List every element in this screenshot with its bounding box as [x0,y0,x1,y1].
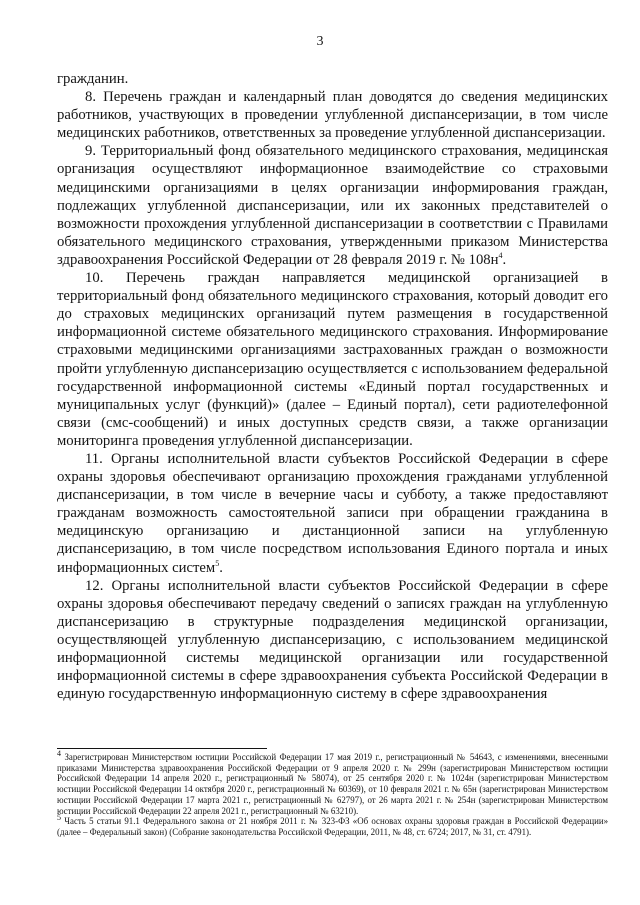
footnote-4 [57,749,609,816]
paragraph-text: 11. Органы исполнительной власти субъектов Российской Федерации в сфере охраны здоровья обеспечивают организацию прохождения гражданами углубленной диспансеризации, в том числе в вечерние часы и субботу, а также предоставляют гражданам возможность самостоятельной записи при обращении гражданина в медицинскую организацию и дистанционной записи на углубленную диспансеризацию, в том числе посредством использования Единого портала и иных информационных систем [57,450,608,576]
footnote-divider [57,748,267,749]
footnotes [57,749,609,838]
footnote-text: Зарегистрирован Министерством юстиции Российской Федерации 17 мая 2019 г., регистрационный № 54643, с изменениями, внесенными приказами Министерства здравоохранения Российской Федерации от 9 апреля 2020 г. № 299н (зарегистрирован Министерством юстиции Российской Федерации 14 апреля 2020 г., регистрационный № 58074), от 25 сентября 2020 г. № 1024н (зарегистрирован Министерством юстиции Российской Федерации 14 октября 2020 г., регистрационный № 60369), от 10 февраля 2021 г. № 65н (зарегистрирован Министерством юстиции Российской Федерации 17 марта 2021 г., регистрационный № 62797), от 26 марта 2021 г. № 254н (зарегистрирован Министерством юстиции Российской Федерации 22 апреля 2021 г., регистрационный № 63210). [57,752,609,816]
footnote-mark: 5 [57,813,61,823]
paragraph-text: 8. Перечень граждан и календарный план доводятся до сведения медицинских работников, участвующих в проведении углубленной диспансеризации, в том числе медицинских работников, ответственных за проведение углубленной диспансеризации. [57,89,608,142]
paragraph-11 [57,450,608,577]
footnote-text: Часть 5 статьи 91.1 Федерального закона от 21 ноября 2011 г. № 323-ФЗ «Об основах охраны здоровья граждан в Российской Федерации» (далее – Федеральный закон) (Собрание законодательства Российской Федерации, 2011, № 48, ст. 6724; 2017, № 31, ст. 4791). [57,816,609,837]
paragraph-text: 9. Территориальный фонд обязательного медицинского страхования, медицинская организация осуществляют информационное взаимодействие со страховыми медицинскими организациями в целях организации информирования граждан, подлежащих углубленной диспансеризации, или их законных представителей о возможности прохождения углубленной диспансеризации в соответствии с Правилами обязательного медицинского страхования, утвержденными приказом Министерства здравоохранения Российской Федерации от 28 февраля 2019 г. № 108н [57,143,608,268]
footnote-5 [57,813,609,837]
paragraph-continuation [57,70,608,88]
paragraph-tail: . [502,251,507,268]
paragraph-tail: . [219,559,223,576]
paragraph-text: 12. Органы исполнительной власти субъектов Российской Федерации в сфере охраны здоровья обеспечивают передачу сведений о записях граждан на углубленную диспансеризацию в структурные подразделения медицинской организации, осуществляющей углубленную диспансеризацию, с использованием медицинской информационной системы медицинской организации или государственной информационной системы в сфере здравоохранения субъекта Российской Федерации в единую государственную информационную систему в сфере здравоохранения [57,577,608,703]
footnote-ref: 4 [498,251,503,261]
paragraph-8 [57,88,608,142]
document-body [57,70,608,703]
paragraph-9 [57,142,608,269]
paragraph-text: 10. Перечень граждан направляется медицинской организацией в территориальный фонд обязательного медицинского страхования, который доводит его до страховых медицинских организаций путем размещения в государственной информационной системе обязательного медицинского страхования. Информирование страховыми медицинскими организациями застрахованных граждан о возможности пройти углубленную диспансеризацию осуществляется с использованием федеральной государственной информационной системы «Единый портал государственных и муниципальных услуг (функций)» (далее – Единый портал), сети радиотелефонной связи (смс-сообщений) и иных доступных средств связи, а также организации мониторинга проведения углубленной диспансеризации. [57,270,608,449]
paragraph-text: гражданин. [57,71,129,87]
footnote-mark: 4 [57,749,61,759]
footnote-ref: 5 [215,558,220,568]
page-number: 3 [316,34,324,49]
paragraph-10 [57,269,608,450]
paragraph-12 [57,577,608,704]
